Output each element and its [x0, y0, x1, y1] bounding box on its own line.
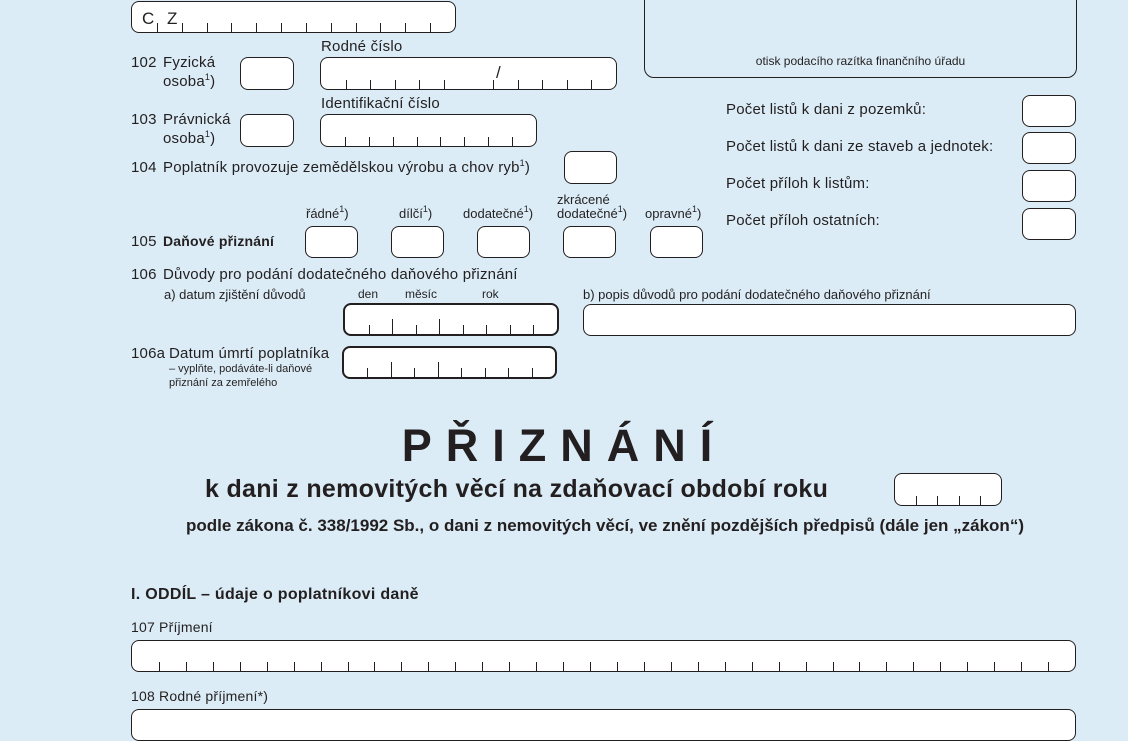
- row106-number: 106: [131, 266, 157, 283]
- comb-tick: [536, 662, 537, 671]
- type-label-radne: řádné$^1$): [306, 204, 349, 221]
- row106a-title: Datum úmrtí poplatníka: [169, 345, 330, 362]
- comb-tick: [267, 662, 268, 671]
- comb-tick: [591, 80, 592, 89]
- document-subtitle: k dani z nemovitých věcí na zdaňovací období roku: [205, 475, 829, 503]
- comb-ticks: [895, 495, 1001, 505]
- comb-tick: [916, 496, 917, 505]
- comb-tick: [563, 662, 564, 671]
- comb-tick: [859, 662, 860, 671]
- comb-tick: [405, 23, 406, 32]
- comb-tick: [913, 662, 914, 671]
- comb-tick: [833, 662, 834, 671]
- comb-tick: [367, 368, 368, 377]
- row103-label-line2: osoba$^1$): [163, 129, 216, 147]
- stamp-area: [644, 0, 1077, 78]
- zdanovaci-obdobi-rok-field[interactable]: [894, 473, 1002, 506]
- comb-tick: [959, 496, 960, 505]
- row107-label: 107 Příjmení: [131, 619, 213, 635]
- comb-tick: [533, 325, 534, 334]
- comb-tick: [485, 368, 486, 377]
- section-1-title: I. ODDÍL – údaje o poplatníkovi daně: [131, 586, 419, 603]
- row104-label: Poplatník provozuje zemědělskou výrobu a chov ryb$^1$): [163, 158, 531, 176]
- count-label-pozemky: Počet listů k dani z pozemků:: [726, 101, 927, 118]
- comb-tick: [567, 80, 568, 89]
- prijmeni-field[interactable]: [131, 640, 1076, 672]
- comb-tick: [438, 362, 439, 377]
- identifikacni-cislo-label: Identifikační číslo: [321, 95, 440, 112]
- comb-tick: [428, 662, 429, 671]
- comb-tick: [980, 496, 981, 505]
- country-code-char-2: Z: [167, 9, 178, 28]
- count-field-stavby[interactable]: [1022, 132, 1076, 164]
- type-label-opravne: opravné$^1$): [645, 204, 702, 221]
- comb-ticks: [132, 22, 455, 32]
- count-field-pozemky[interactable]: [1022, 95, 1076, 127]
- comb-tick: [464, 137, 465, 146]
- comb-tick: [321, 662, 322, 671]
- comb-ticks: [344, 367, 555, 377]
- comb-tick: [510, 325, 511, 334]
- comb-tick: [240, 662, 241, 671]
- comb-tick: [159, 662, 160, 671]
- comb-tick: [671, 662, 672, 671]
- comb-tick: [886, 662, 887, 671]
- document-title: PŘIZNÁNÍ: [401, 420, 727, 471]
- comb-tick: [182, 23, 183, 32]
- count-field-prilohy-ostatni[interactable]: [1022, 208, 1076, 240]
- row104-number: 104: [131, 159, 157, 176]
- comb-tick: [542, 80, 543, 89]
- comb-tick: [391, 362, 392, 377]
- type-checkbox-dilci[interactable]: [391, 226, 444, 258]
- comb-tick: [207, 23, 208, 32]
- comb-tick: [698, 662, 699, 671]
- type-label-dilci: dílčí$^1$): [399, 204, 433, 221]
- comb-tick: [419, 80, 420, 89]
- rodne-prijmeni-field[interactable]: [131, 709, 1076, 741]
- comb-tick: [806, 662, 807, 671]
- comb-tick: [508, 368, 509, 377]
- date-col-den: den: [358, 287, 379, 301]
- rodne-cislo-slash: /: [496, 63, 501, 82]
- count-field-prilohy-listy[interactable]: [1022, 170, 1076, 202]
- type-checkbox-zkracene-dodatecne[interactable]: [563, 226, 616, 258]
- comb-tick: [306, 23, 307, 32]
- row103-label-line1: Právnická: [163, 111, 231, 128]
- comb-tick: [294, 662, 295, 671]
- stamp-caption: otisk podacího razítka finančního úřadu: [755, 54, 966, 68]
- comb-ticks: [321, 136, 536, 146]
- comb-tick: [752, 662, 753, 671]
- popis-duvodu-field[interactable]: [583, 304, 1076, 336]
- datum-zjisteni-field[interactable]: [343, 303, 559, 336]
- count-label-prilohy-listy: Počet příloh k listům:: [726, 175, 870, 192]
- comb-tick: [356, 23, 357, 32]
- comb-tick: [370, 80, 371, 89]
- row106a-note-line2: přiznání za zemřelého: [169, 377, 278, 389]
- comb-tick: [509, 662, 510, 671]
- comb-tick: [518, 80, 519, 89]
- row102-label-line1: Fyzická: [163, 54, 216, 71]
- comb-tick: [414, 368, 415, 377]
- law-reference: podle zákona č. 338/1992 Sb., o dani z nemovitých věcí, ve znění pozdějších předpisů (dále jen „zákon“): [186, 516, 1024, 535]
- type-label-zkracene-line1: zkrácené: [557, 192, 610, 207]
- comb-tick: [439, 319, 440, 334]
- comb-tick: [455, 662, 456, 671]
- type-label-zkracene-dodatecne: dodatečné$^1$): [557, 204, 628, 221]
- fyzicka-osoba-checkbox[interactable]: [240, 57, 294, 90]
- comb-tick: [369, 325, 370, 334]
- comb-tick: [617, 662, 618, 671]
- rodne-cislo-label: Rodné číslo: [321, 38, 403, 55]
- row106-b-label: b) popis důvodů pro podání dodatečného daňového přiznání: [583, 287, 931, 302]
- comb-tick: [937, 496, 938, 505]
- row106a-note-line1: – vyplňte, podáváte-li daňové: [169, 363, 313, 375]
- comb-tick: [440, 137, 441, 146]
- comb-tick: [1021, 662, 1022, 671]
- count-label-stavby: Počet listů k dani ze staveb a jednotek:: [726, 138, 994, 155]
- comb-tick: [346, 80, 347, 89]
- row106a-number: 106a: [131, 345, 166, 362]
- comb-tick: [967, 662, 968, 671]
- comb-tick: [779, 662, 780, 671]
- comb-tick: [461, 368, 462, 377]
- pravnicka-osoba-checkbox[interactable]: [240, 114, 294, 147]
- comb-tick: [348, 662, 349, 671]
- comb-tick: [157, 23, 158, 32]
- comb-tick: [590, 662, 591, 671]
- row106-a-label: a) datum zjištění důvodů: [164, 287, 306, 302]
- comb-tick: [393, 137, 394, 146]
- comb-tick: [482, 662, 483, 671]
- comb-tick: [512, 137, 513, 146]
- country-code-field[interactable]: [131, 1, 456, 33]
- rodne-cislo-field[interactable]: [320, 57, 617, 90]
- comb-tick: [417, 137, 418, 146]
- comb-tick: [345, 137, 346, 146]
- comb-tick: [416, 325, 417, 334]
- comb-tick: [430, 23, 431, 32]
- row105-number: 105: [131, 233, 157, 250]
- type-checkbox-dodatecne[interactable]: [477, 226, 530, 258]
- comb-tick: [940, 662, 941, 671]
- comb-tick: [444, 80, 445, 89]
- comb-tick: [532, 368, 533, 377]
- row102-label-line2: osoba$^1$): [163, 72, 216, 90]
- comb-tick: [374, 662, 375, 671]
- identifikacni-cislo-field[interactable]: [320, 114, 537, 147]
- comb-tick: [213, 662, 214, 671]
- comb-tick: [1048, 662, 1049, 671]
- comb-tick: [186, 662, 187, 671]
- comb-tick: [463, 325, 464, 334]
- row106-title: Důvody pro podání dodatečného daňového přiznání: [163, 266, 518, 283]
- count-label-prilohy-ostatni: Počet příloh ostatních:: [726, 212, 880, 229]
- comb-tick: [486, 325, 487, 334]
- comb-tick: [380, 23, 381, 32]
- comb-tick: [493, 80, 494, 89]
- country-code-char-1: C: [142, 9, 155, 28]
- comb-tick: [231, 23, 232, 32]
- comb-tick: [256, 23, 257, 32]
- date-col-mesic: měsíc: [405, 287, 438, 301]
- date-col-rok: rok: [482, 287, 499, 301]
- type-checkbox-opravne[interactable]: [650, 226, 703, 258]
- comb-tick: [401, 662, 402, 671]
- comb-tick: [644, 662, 645, 671]
- row108-label: 108 Rodné příjmení*): [131, 688, 269, 704]
- row105-label: Daňové přiznání: [163, 233, 275, 249]
- row102-number: 102: [131, 54, 157, 71]
- comb-ticks: [321, 79, 616, 89]
- comb-tick: [994, 662, 995, 671]
- comb-tick: [331, 23, 332, 32]
- zemedelska-vyroba-checkbox[interactable]: [564, 151, 617, 184]
- type-label-dodatecne: dodatečné$^1$): [463, 204, 534, 221]
- comb-tick: [392, 319, 393, 334]
- comb-tick: [281, 23, 282, 32]
- row103-number: 103: [131, 111, 157, 128]
- comb-tick: [488, 137, 489, 146]
- comb-ticks: [345, 324, 557, 334]
- comb-tick: [395, 80, 396, 89]
- comb-tick: [725, 662, 726, 671]
- comb-tick: [369, 137, 370, 146]
- comb-ticks: [132, 661, 1075, 671]
- datum-umrti-field[interactable]: [342, 346, 557, 379]
- type-checkbox-radne[interactable]: [305, 226, 358, 258]
